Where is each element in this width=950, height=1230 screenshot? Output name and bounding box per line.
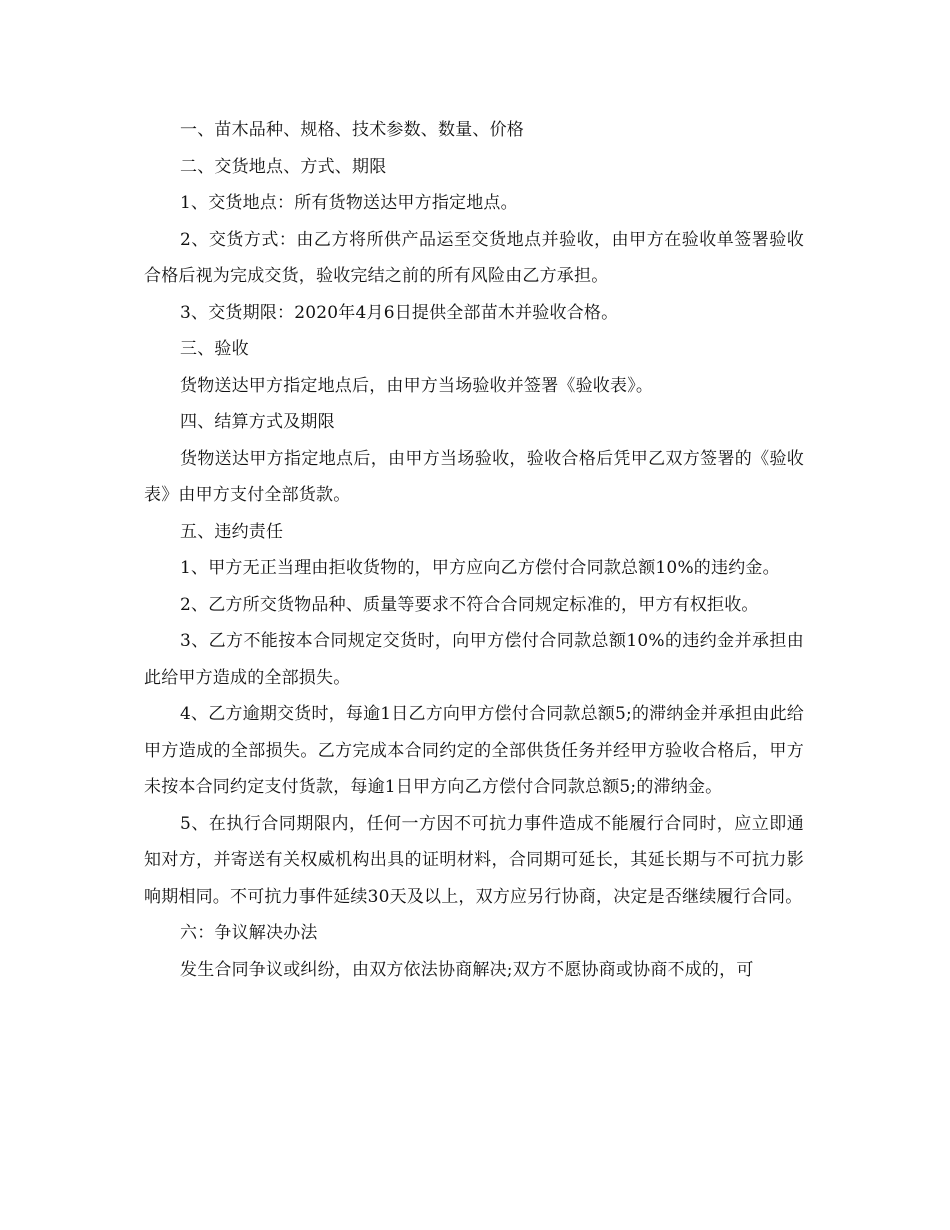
contract-text (144, 112, 804, 988)
clause-liability-4: 4、乙方逾期交货时，每逾1日乙方向甲方偿付合同款总额5;的滞纳金并承担由此给甲方造成的全部损失。乙方完成本合同约定的全部供货任务并经甲方验收合格后，甲方未按本合同约定支付货款，每逾1日甲方向乙方偿付合同款总额5;的滞纳金。 (144, 704, 804, 797)
clause-liability-1: 1、甲方无正当理由拒收货物的，甲方应向乙方偿付合同款总额10%的违约金。 (180, 558, 780, 578)
clause-dispute: 发生合同争议或纠纷，由双方依法协商解决;双方不愿协商或协商不成的，可 (180, 959, 754, 980)
clause-liability-5: 5、在执行合同期限内，任何一方因不可抗力事件造成不能履行合同时，应立即通知对方，并寄送有关权威机构出具的证明材料，合同期可延长，其延长期与不可抗力影响期相同。不可抗力事件延续30天及以上，双方应另行协商，决定是否继续履行合同。 (144, 813, 804, 907)
clause-delivery-method: 2、交货方式：由乙方将所供产品运至交货地点并验收，由甲方在验收单签署验收合格后视为完成交货，验收完结之前的所有风险由乙方承担。 (144, 229, 804, 286)
clause-liability-2: 2、乙方所交货物品种、质量等要求不符合合同规定标准的，甲方有权拒收。 (180, 594, 759, 615)
heading-settlement: 四、结算方式及期限 (180, 412, 335, 432)
clause-delivery-location: 1、交货地点：所有货物送达甲方指定地点。 (180, 193, 518, 213)
heading-liability: 五、违约责任 (180, 521, 284, 542)
heading-seedling-specs: 一、苗木品种、规格、技术参数、数量、价格 (180, 120, 524, 140)
heading-acceptance: 三、验收 (180, 339, 249, 359)
clause-settlement: 货物送达甲方指定地点后，由甲方当场验收，验收合格后凭甲乙双方签署的《验收表》由甲方支付全部货款。 (144, 448, 804, 505)
heading-delivery: 二、交货地点、方式、期限 (180, 156, 387, 177)
clause-liability-3: 3、乙方不能按本合同规定交货时，向甲方偿付合同款总额10%的违约金并承担由此给甲方造成的全部损失。 (144, 631, 804, 688)
heading-dispute: 六：争议解决办法 (180, 923, 318, 943)
clause-acceptance: 货物送达甲方指定地点后，由甲方当场验收并签署《验收表》。 (180, 375, 654, 396)
clause-delivery-deadline: 3、交货期限：2020年4月6日提供全部苗木并验收合格。 (180, 302, 619, 323)
